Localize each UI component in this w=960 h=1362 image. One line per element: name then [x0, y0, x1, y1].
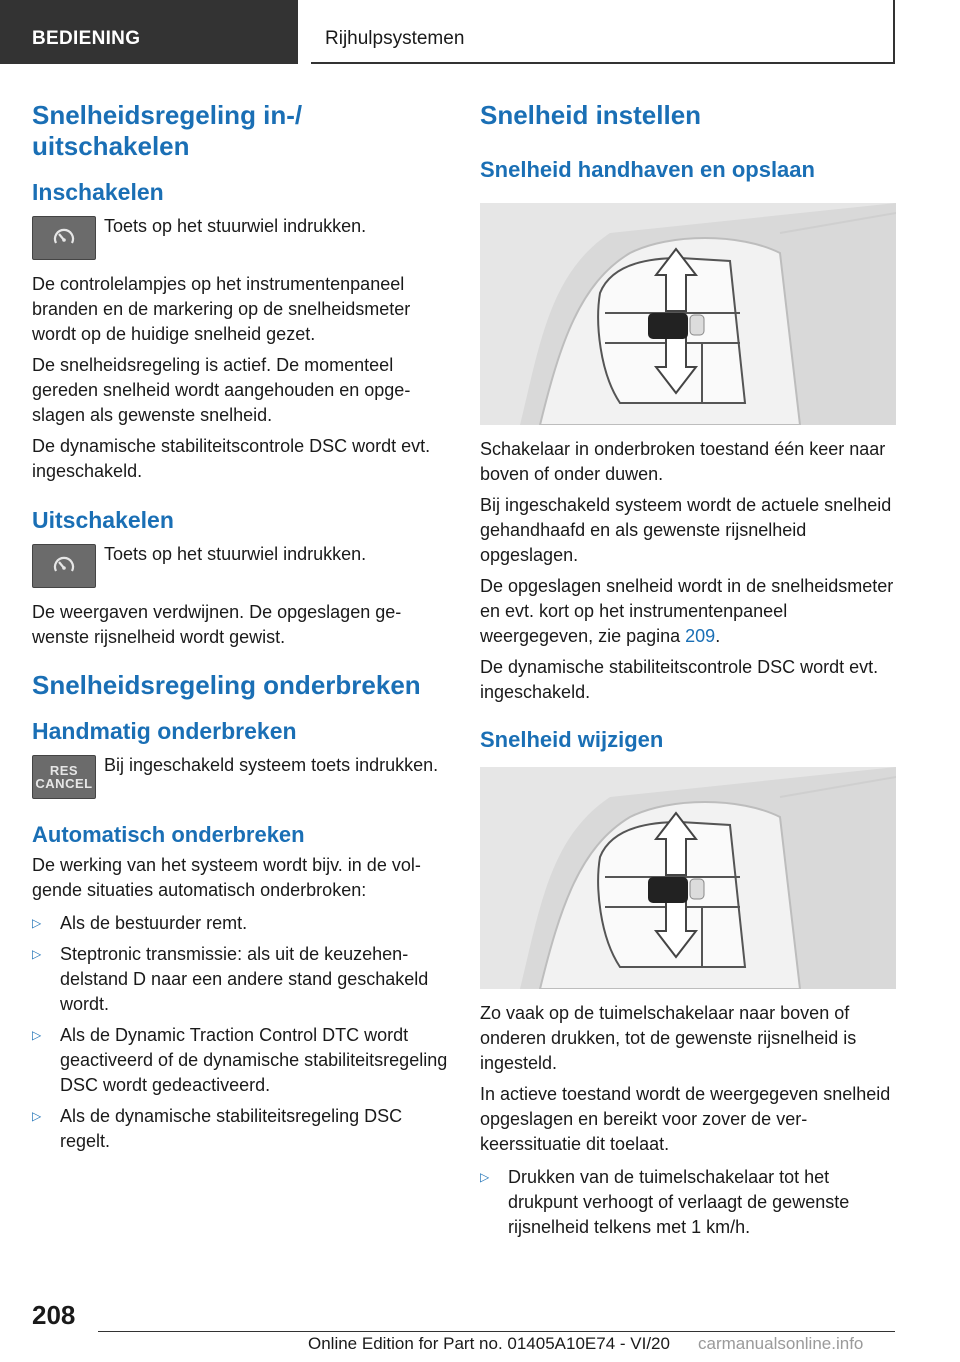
change-para-1: Zo vaak op de tuimelschakelaar naar boven of onderen drukken, tot de gewenste rijsnelheid is ingesteld.: [480, 1003, 857, 1073]
chapter-tab: [311, 0, 895, 64]
res-label: RES: [49, 763, 79, 778]
off-para-1: De weergaven verdwijnen. De opgeslagen gewenste rijsnelheid wordt gewist.: [32, 602, 402, 647]
edition-text: Online Edition for Part no. 01405A10E74 - VI/20: [308, 1334, 670, 1353]
hold-para-1: Schakelaar in onderbroken toestand één keer naar boven of onder duwen.: [480, 439, 886, 484]
res-cancel-key-image: [32, 755, 96, 799]
page-number: 208: [32, 1300, 76, 1330]
hold-para-4: De dynamische stabiliteitscontrole DSC wordt evt. ingeschakeld.: [480, 657, 879, 702]
on-para-3: De dynamische stabiliteitscontrole DSC wordt evt. ingeschakeld.: [32, 436, 431, 481]
change-heading: Snelheid wijzigen: [480, 727, 664, 752]
off-heading: Uitschakelen: [32, 507, 174, 533]
off-key-text: Toets op het stuurwiel indrukken.: [104, 544, 367, 564]
right-column: [480, 100, 896, 1240]
triangle-bullet-icon: ▷: [32, 1109, 42, 1123]
toggle-title: Snelheidsregeling in-/ uitschakelen: [32, 100, 303, 161]
watermark: carmanualsonline.info: [698, 1334, 864, 1353]
interrupt-title: Snelheidsregeling onderbreken: [32, 670, 421, 700]
triangle-bullet-icon: ▷: [32, 947, 42, 961]
off-key-row: [32, 544, 448, 588]
list-item: ▷ Als de Dynamic Traction Control DTC wordt geactiveerd of de dynamische stabiliteitsregeling DSC wordt gedeactiveerd.: [32, 1023, 448, 1098]
auto-intro: De werking van het systeem wordt bijv. in de volgende situaties automatisch onderbroken:: [32, 855, 421, 900]
left-column: [32, 100, 448, 1154]
triangle-bullet-icon: ▷: [32, 1028, 42, 1042]
steering-wheel-image: [480, 767, 896, 989]
hold-heading: Snelheid handhaven en opslaan: [480, 157, 815, 182]
steering-wheel-image: [480, 203, 896, 425]
steering-switch-photo: [480, 203, 896, 425]
on-key-text: Toets op het stuurwiel indrukken.: [104, 216, 367, 236]
hold-para-2: Bij ingeschakeld systeem wordt de actuele snelheid gehandhaafd en als gewenste rijsnelheid opgeslagen.: [480, 495, 892, 565]
section-tab: [0, 0, 298, 64]
list-item: ▷ Drukken van de tuimelschakelaar tot het drukpunt verhoogt of verlaagt de gewenste rijsnelheid telkens met 1 km/h.: [480, 1165, 896, 1240]
triangle-bullet-icon: ▷: [480, 1170, 490, 1184]
cruise-control-icon: [52, 555, 76, 577]
list-item: ▷ Steptronic transmissie: als uit de keuzehendelstand D naar een andere stand geschakeld wordt.: [32, 942, 448, 1017]
cancel-label: CANCEL: [35, 776, 93, 791]
hold-para-3: De opgeslagen snelheid wordt in de snelheidsmeter en evt. kort op het instrumentenpaneel weergegeven, zie pagina 209.: [480, 576, 894, 646]
change-para-2: In actieve toestand wordt de weergegeven snelheid opgeslagen en bereikt voor zover de verkeerssituatie dit toelaat.: [480, 1084, 891, 1154]
on-para-1: De controlelampjes op het instrumentenpaneel branden en de markering op de snelheidsmeter wordt op de huidige snelheid gezet.: [32, 274, 411, 344]
manual-key-text: Bij ingeschakeld systeem toets indrukken.: [104, 755, 439, 775]
change-list: [480, 1165, 896, 1240]
on-para-2: De snelheidsregeling is actief. De momenteel gereden snelheid wordt aangehouden en opgeslagen als gewenste snelheid.: [32, 355, 411, 425]
page-link[interactable]: 209: [685, 626, 716, 646]
cruise-key-image: [32, 216, 96, 260]
chapter-label: Rijhulpsystemen: [325, 28, 465, 49]
on-heading: Inschakelen: [32, 179, 164, 205]
list-item: ▷ Als de dynamische stabiliteitsregeling DSC regelt.: [32, 1104, 448, 1154]
list-item: ▷ Als de bestuurder remt.: [32, 911, 448, 936]
auto-heading: Automatisch onderbreken: [32, 822, 305, 847]
on-key-row: [32, 216, 448, 260]
cruise-control-icon: [52, 227, 76, 249]
set-title: Snelheid instellen: [480, 100, 702, 130]
manual-key-row: [32, 755, 448, 799]
auto-list: [32, 911, 448, 1154]
cruise-key-image: [32, 544, 96, 588]
manual-heading: Handmatig onderbreken: [32, 718, 297, 744]
footer-divider: [98, 1331, 895, 1332]
steering-switch-photo: [480, 767, 896, 989]
triangle-bullet-icon: ▷: [32, 916, 42, 930]
section-label: BEDIENING: [32, 28, 141, 49]
